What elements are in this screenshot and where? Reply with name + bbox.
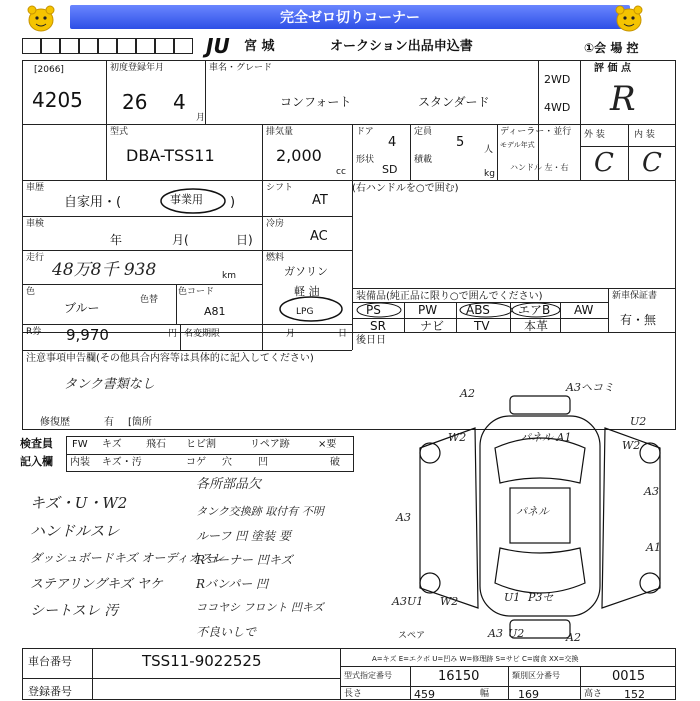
note-line: Rコーナー 凹キズ — [196, 553, 293, 567]
equipment-navi: ナビ — [420, 319, 445, 333]
equipment-aw: AW — [574, 303, 594, 317]
notes-handwritten: タンク書類なし — [64, 377, 155, 392]
mileage-unit: km — [222, 271, 236, 281]
note-line: ココヤシ フロント 凹キズ — [196, 601, 324, 614]
fuel-gasoline: ガソリン — [284, 265, 328, 278]
usage-value: 自家用・( — [64, 195, 122, 210]
note-line: 不良いしで — [196, 625, 257, 639]
form-title: オークション出品申込書 — [330, 39, 473, 54]
score-value: R — [610, 79, 636, 119]
inspection-label: 車検 — [26, 219, 45, 229]
first-reg-label: 初度登録年月 — [110, 63, 165, 73]
ac-value: AC — [310, 229, 328, 244]
class-number: 0015 — [612, 669, 646, 684]
height-label: 高さ — [584, 689, 603, 699]
mileage-label: 走行 — [26, 253, 45, 263]
inspector-required: ×要 — [318, 439, 337, 450]
diagram-label: P3セ — [528, 591, 554, 604]
model-spec-label: 型式指定番号 — [344, 671, 392, 680]
inspector-interior: 内装 — [70, 457, 90, 468]
dealer-label: ディーラー・並行 — [500, 127, 572, 137]
repair-value: 有 — [104, 417, 114, 428]
warranty-value: 有・無 — [620, 313, 657, 327]
inspection-month: 月( — [172, 233, 189, 247]
model-spec-number: 16150 — [438, 669, 480, 684]
note-line: タンク交換跡 取付有 不明 — [196, 505, 324, 518]
diagram-label: A3 — [488, 627, 503, 640]
inspector-repair: リペア跡 — [250, 439, 290, 450]
recycle-label: R券 — [26, 327, 42, 337]
lot-number: 4205 — [32, 88, 83, 112]
body-value: SD — [382, 163, 398, 176]
inspection-year: 年 — [110, 233, 123, 247]
repair-part: [箇所 — [128, 417, 152, 428]
inspector-hole: 穴 — [222, 457, 232, 468]
ju-logo: JU — [206, 34, 230, 58]
entry-small-no: [2066] — [34, 65, 64, 75]
diagram-label: A3ヘコミ — [566, 381, 614, 394]
diagram-label: U2 — [630, 415, 647, 428]
name-change-month: 月 — [286, 329, 296, 339]
ac-label: 冷房 — [266, 219, 285, 229]
banner-title: 完全ゼロ切りコーナー — [70, 5, 630, 29]
displacement-unit: cc — [336, 167, 346, 177]
notes-label: 注意事項申告欄(その他具合内容等は具体的に記入してください) — [26, 353, 314, 364]
note-line: シートスレ 汚 — [30, 603, 119, 619]
width-label: 幅 — [480, 689, 490, 699]
class-number-label: 類別区分番号 — [512, 671, 560, 680]
inspector-torn: 破 — [330, 457, 340, 468]
prefecture: 宮 城 — [244, 39, 275, 54]
color-value: ブルー — [64, 301, 100, 315]
displacement-label: 排気量 — [266, 127, 294, 137]
dealer-handle-note: (右ハンドルを○で囲む) — [352, 183, 459, 194]
fuel-diesel: 軽 油 — [294, 285, 320, 298]
note-line: ダッシュボードキズ オーディオスレ — [30, 551, 225, 565]
damage-legend: A=キズ E=エクボ U=凹み W=修理跡 S=サビ C=腐食 XX=交換 — [372, 655, 579, 663]
color-code: A81 — [204, 305, 226, 318]
exterior-grade: C — [594, 148, 614, 178]
equipment-leather: 本革 — [524, 319, 549, 333]
body-label: 形状 — [356, 155, 375, 165]
inspector-interior-dirt: キズ・汚 — [102, 457, 142, 468]
diagram-label: パネル A1 — [520, 431, 572, 444]
venue-copy-label: ①会 場 控 — [584, 41, 639, 55]
equipment-sr: SR — [370, 319, 386, 333]
diagram-label: W2 — [448, 431, 467, 444]
mileage-value: 48万8千 938 — [52, 260, 157, 280]
reg-no-label: 登録番号 — [28, 685, 72, 698]
note-line: ルーフ 凹 塗装 要 — [196, 529, 291, 543]
doors-value: 4 — [388, 135, 397, 150]
recycle-unit: 円 — [168, 329, 178, 339]
length-value: 459 — [414, 688, 435, 701]
circle-mark-icon — [354, 302, 566, 318]
model-label: 型式 — [110, 127, 129, 137]
inspector-crack: ヒビ割 — [186, 439, 216, 450]
diagram-label: パネル — [516, 505, 549, 518]
color-label: 色 — [26, 287, 36, 297]
repair-label: 修復歴 — [40, 417, 70, 428]
width-value: 169 — [518, 688, 539, 701]
diagram-label: A3U1 — [392, 595, 424, 608]
model-year-label: モデル年式 — [500, 141, 535, 149]
doors-label: ドア — [356, 127, 374, 137]
note-line: キズ・U・W2 — [30, 494, 128, 512]
shift-label: シフト — [266, 183, 294, 193]
drive-4wd: 4WD — [544, 101, 571, 114]
usage-close: ) — [230, 195, 236, 210]
capacity-label: 定員 — [414, 127, 433, 137]
diagram-label: U2 — [508, 627, 525, 640]
exterior-label: 外 装 — [584, 130, 605, 140]
diagram-label: A1 — [646, 541, 661, 554]
note-line: ハンドルスレ — [30, 522, 120, 540]
length-label: 長さ — [344, 689, 363, 699]
displacement-value: 2,000 — [276, 146, 322, 165]
usage-circled: 事業用 — [170, 193, 203, 206]
diagram-label: A2 — [460, 387, 475, 400]
warranty-label: 新車保証書 — [612, 291, 658, 301]
name-change-day: 日 — [338, 329, 348, 339]
height-value: 152 — [624, 688, 645, 701]
fuel-lpg: LPG — [296, 307, 314, 317]
first-reg-year: 26 — [122, 90, 148, 114]
note-line: 各所部品欠 — [196, 477, 262, 492]
equipment-abs: ABS — [466, 303, 490, 317]
capacity-value: 5 — [456, 135, 465, 150]
car-grade: スタンダード — [418, 95, 490, 109]
inspector-scratch: キズ — [102, 439, 122, 450]
bear-mascot-icon — [612, 3, 646, 33]
diagram-label: U1 — [504, 591, 521, 604]
interior-grade: C — [642, 148, 662, 178]
equipment-airbag: エアB — [518, 303, 551, 317]
diagram-label: W2 — [622, 439, 641, 452]
usage-label: 車歴 — [26, 183, 45, 193]
note-line: Rバンパー 凹 — [196, 577, 269, 591]
equipment-pw: PW — [418, 303, 438, 317]
model-value: DBA-TSS11 — [126, 146, 215, 165]
entry-label: 記入欄 — [20, 455, 53, 468]
color-change-label: 色替 — [140, 295, 159, 305]
circle-mark-icon — [276, 294, 346, 324]
note-line: ステアリングキズ ヤケ — [30, 577, 163, 592]
equipment-ps: PS — [366, 303, 381, 317]
diagram-label: A3 — [644, 485, 659, 498]
circle-mark-icon — [158, 186, 228, 216]
capacity-unit: 人 — [484, 145, 494, 155]
inspector-dent: 凹 — [258, 457, 268, 468]
load-label: 積載 — [414, 155, 433, 165]
load-unit: kg — [484, 169, 495, 179]
after-label: 後日日 — [356, 335, 386, 346]
drive-2wd: 2WD — [544, 73, 571, 86]
car-name: コンフォート — [280, 95, 352, 109]
recycle-value: 9,970 — [66, 326, 109, 344]
spare-label: スペア — [398, 631, 426, 641]
score-label: 評 価 点 — [594, 63, 631, 74]
equipment-label: 装備品(純正品に限り○で囲んでください) — [356, 291, 543, 302]
first-reg-month: 4 — [173, 90, 186, 114]
diagram-label: A3 — [396, 511, 411, 524]
inspection-day: 日) — [236, 233, 253, 247]
chassis-number: TSS11-9022525 — [142, 652, 262, 670]
inspector-label: 検査員 — [20, 437, 53, 450]
bear-mascot-icon — [24, 3, 58, 33]
diagram-label: A2 — [566, 631, 581, 644]
equipment-tv: TV — [474, 319, 490, 333]
inspector-fw: FW — [72, 439, 88, 450]
shift-value: AT — [312, 193, 328, 208]
interior-label: 内 装 — [634, 130, 655, 140]
inspector-burn: コゲ — [186, 457, 206, 468]
color-code-label: 色コード — [178, 287, 215, 297]
name-change-label: 名変期限 — [184, 329, 221, 339]
handle-label: ハンドル 左・右 — [510, 163, 569, 172]
top-banner — [0, 0, 700, 34]
chassis-label: 車台番号 — [28, 655, 72, 668]
diagram-label: W2 — [440, 595, 459, 608]
fuel-label: 燃料 — [266, 253, 285, 263]
first-reg-month-suffix: 月 — [196, 113, 206, 123]
car-name-label: 車名・グレード — [209, 63, 273, 73]
inspector-chip: 飛石 — [146, 439, 166, 450]
